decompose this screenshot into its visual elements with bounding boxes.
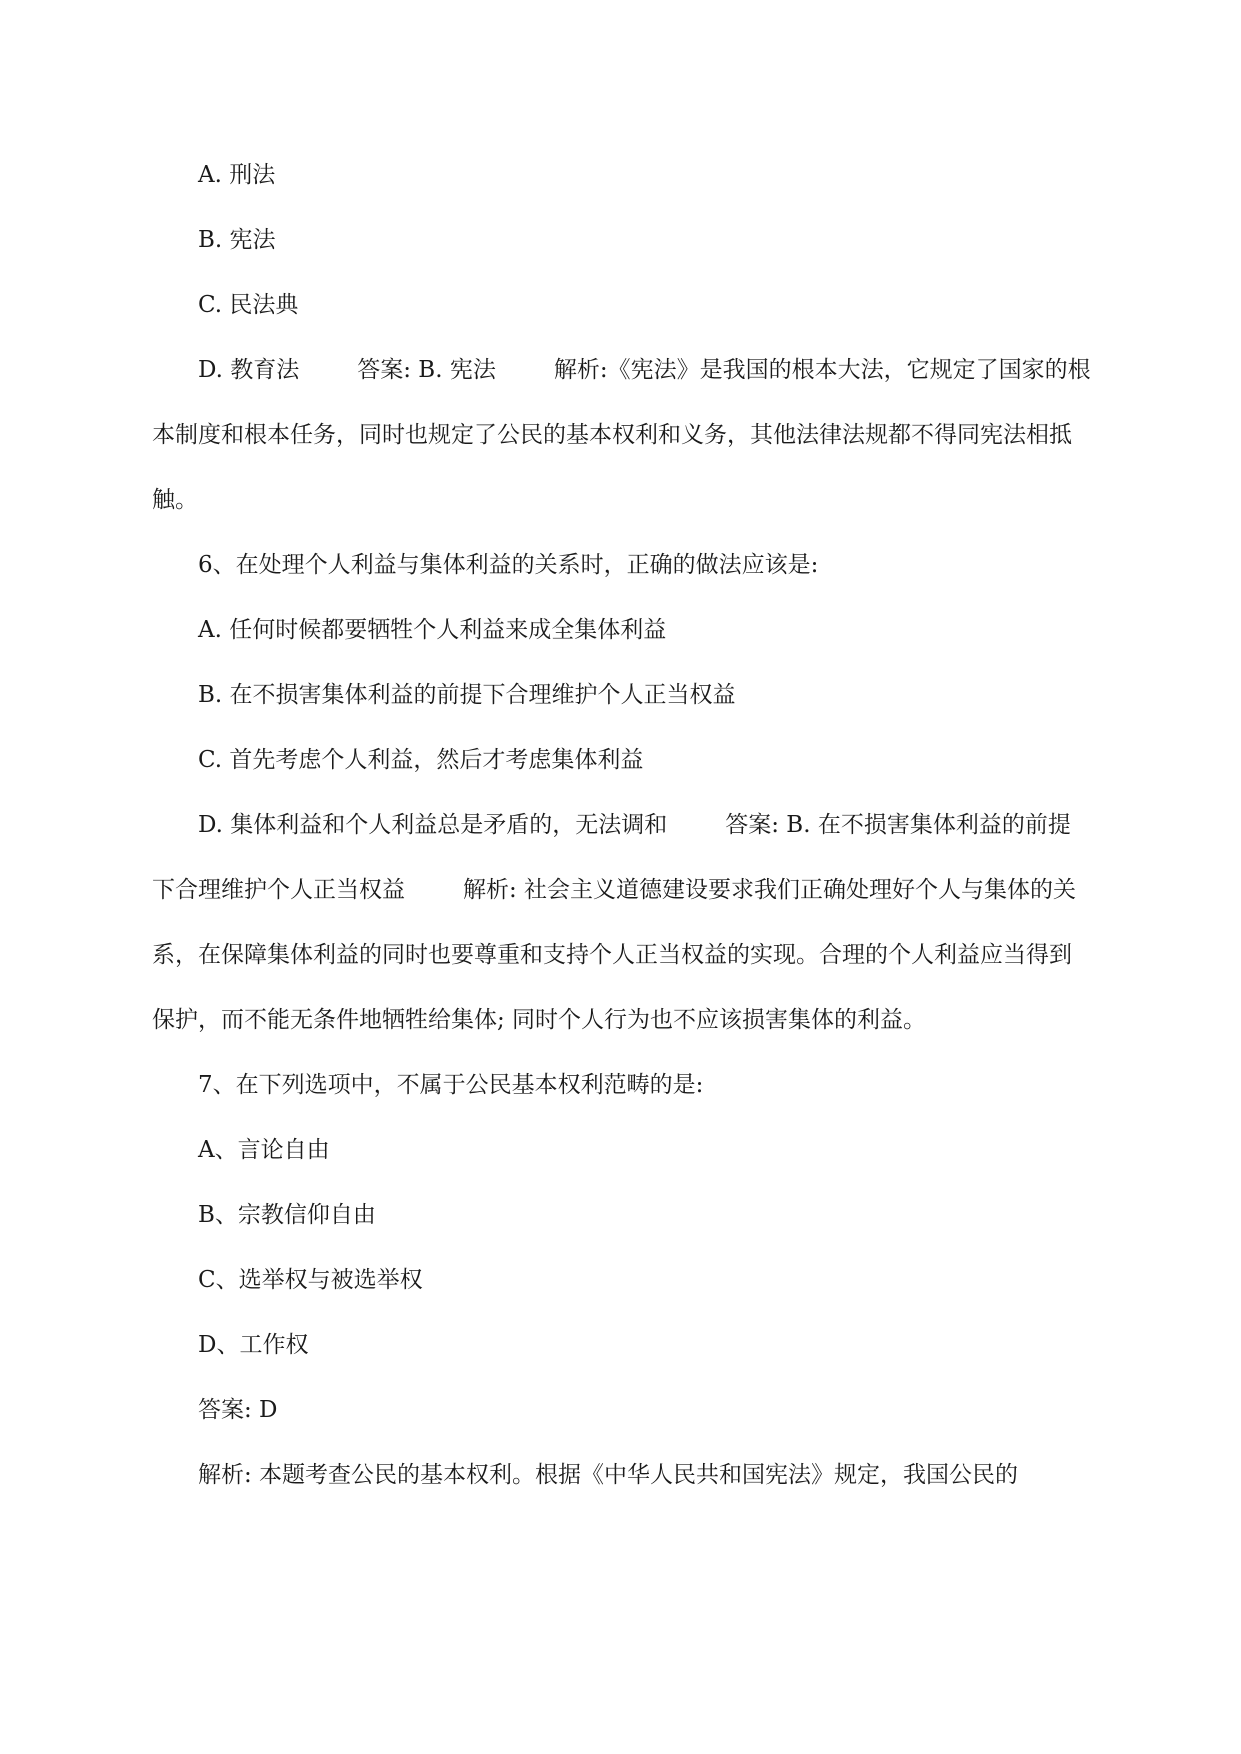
q6-question: 6、在处理个人利益与集体利益的关系时，正确的做法应该是:: [198, 552, 819, 578]
q5-analysis: 解析:《宪法》是我国的根本大法，它规定了国家的根本制度和根本任务，同时也规定了公民的基本权利和义务，其他法律法规都不得同宪法相抵触。: [152, 357, 1091, 513]
q7-answer: 答案: D: [198, 1397, 278, 1423]
q6-option-d-paragraph: [152, 793, 1092, 1053]
q5-option-d: D. 教育法: [198, 357, 300, 383]
q5-option-a: A. 刑法: [198, 162, 276, 188]
document-body: [152, 143, 1092, 1508]
q7-option-d: D、工作权: [198, 1332, 309, 1358]
q5-option-d-paragraph: [152, 338, 1092, 533]
q6-option-a: A. 任何时候都要牺牲个人利益来成全集体利益: [198, 617, 667, 643]
q5-option-b: B. 宪法: [198, 227, 276, 253]
q7-analysis: 解析: 本题考查公民的基本权利。根据《中华人民共和国宪法》规定，我国公民的: [198, 1462, 1019, 1488]
q7-question: 7、在下列选项中，不属于公民基本权利范畴的是:: [198, 1072, 704, 1098]
q6-option-b: B. 在不损害集体利益的前提下合理维护个人正当权益: [198, 682, 736, 708]
q7-option-c: C、选举权与被选举权: [198, 1267, 423, 1293]
q6-answer: 答案: B. 在不损害集体利益的前提下合理维护个人正当权益: [152, 812, 1071, 903]
q7-option-b: B、宗教信仰自由: [198, 1202, 376, 1228]
q6-option-c: C. 首先考虑个人利益，然后才考虑集体利益: [198, 747, 644, 773]
q6-analysis: 解析: 社会主义道德建设要求我们正确处理好个人与集体的关系，在保障集体利益的同时也要尊重和支持个人正当权益的实现。合理的个人利益应当得到保护，而不能无条件地牺牲给集体; 同时个人行为也不应该损害集体的利益。: [152, 877, 1077, 1033]
q6-option-d: D. 集体利益和个人利益总是矛盾的，无法调和: [198, 812, 668, 838]
q5-option-c: C. 民法典: [198, 292, 299, 318]
q5-answer: 答案: B. 宪法: [357, 357, 496, 383]
q7-option-a: A、言论自由: [198, 1137, 330, 1163]
